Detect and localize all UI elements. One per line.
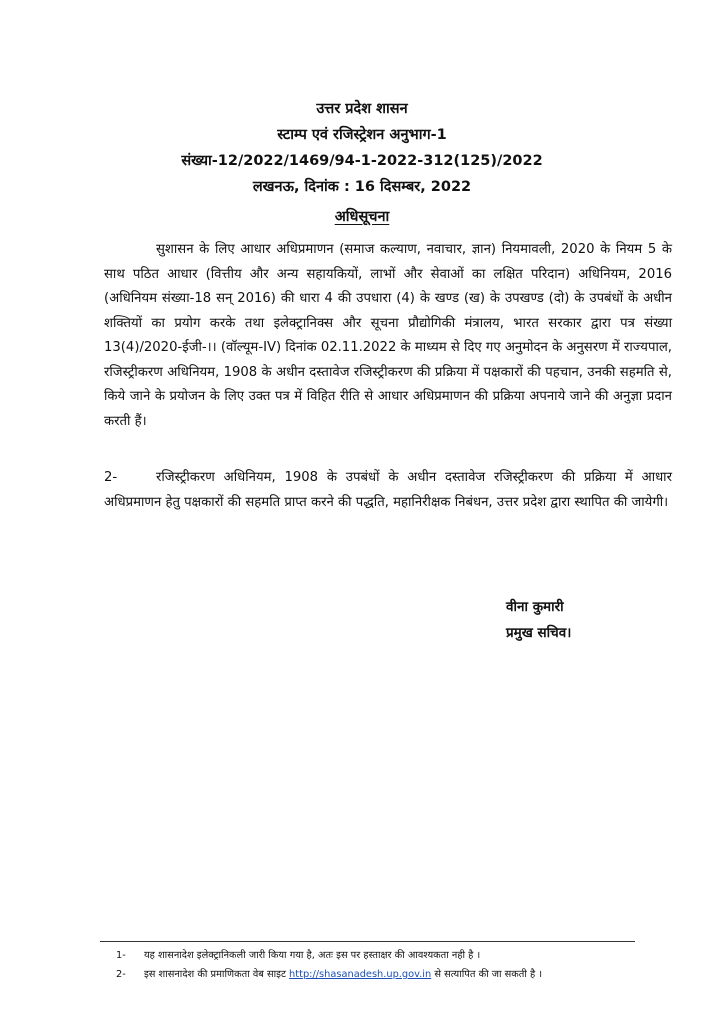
- footnote-1: [116, 946, 676, 965]
- paragraph-2-number: 2-: [104, 470, 118, 485]
- reference-number: संख्या-12/2022/1469/94-1-2022-312(125)/2022: [181, 153, 543, 169]
- paragraph-2-text: रजिस्ट्रीकरण अधिनियम, 1908 के उपबंधों के अधीन दस्तावेज रजिस्ट्रीकरण की प्रक्रिया में आधार अधिप्रमाणन हेतु पक्षकारों की सहमति प्राप्त करने की पद्धति, महानिरीक्षक निबंधन, उत्तर प्रदेश द्वारा स्थापित की जायेगी।: [104, 470, 672, 510]
- government-name: उत्तर प्रदेश शासन: [316, 101, 408, 117]
- footnote-text-end: से सत्यापित की जा सकती है ।: [434, 969, 543, 980]
- paragraph-2: [104, 466, 672, 515]
- footnote-2: [116, 965, 676, 984]
- footnote-divider: [100, 941, 635, 942]
- footnote-number: 1-: [116, 950, 126, 961]
- notification-heading: [0, 204, 724, 230]
- footnote-text: यह शासनादेश इलेक्ट्रानिकली जारी किया गया है, अतः इस पर हस्ताक्षर की आवश्यकता नही है ।: [144, 950, 481, 961]
- paragraph-1: [104, 238, 672, 434]
- place-and-date: लखनऊ, दिनांक : 16 दिसम्बर, 2022: [252, 179, 472, 195]
- paragraph-1-text: सुशासन के लिए आधार अधिप्रमाणन (समाज कल्याण, नवाचार, ज्ञान) नियमावली, 2020 के नियम 5 के साथ पठित आधार (वित्तीय और अन्य सहायकियों, लाभों और सेवाओं का लक्षित परिदान) अधिनियम, 2016 (अधिनियम संख्या-18 सन् 2016) की धारा 4 की उपधारा (4) के खण्ड (ख) के उपखण्ड (दो) के उपबंधों के अधीन शक्तियों का प्रयोग करके तथा इलेक्ट्रानिक्स और सूचना प्रौद्योगिकी मंत्रालय, भारत सरकार द्वारा पत्र संख्या 13(4)/2020-ईजी-।। (वॉल्यूम-IV) दिनांक 02.11.2022 के माध्यम से दिए गए अनुमोदन के अनुसरण में राज्यपाल, रजिस्ट्रीकरण अधिनियम, 1908 के अधीन दस्तावेज रजिस्ट्रीकरण की प्रक्रिया में पक्षकारों की पहचान, उनकी सहमति से, किये जाने के प्रयोजन के लिए उक्त पत्र में विहित रीति से आधार अधिप्रमाणन की प्रक्रिया अपनाये जाने की अनुज्ञा प्रदान करती हैं।: [104, 242, 672, 429]
- signatory-name: वीना कुमारी: [506, 599, 564, 615]
- notification-heading-text: अधिसूचना: [334, 209, 390, 225]
- signatory-designation: प्रमुख सचिव।: [506, 625, 572, 641]
- footnote-text: इस शासनादेश की प्रमाणिकता वेब साइट: [144, 969, 286, 980]
- verification-website-link[interactable]: http://shasanadesh.up.gov.in: [289, 969, 432, 980]
- footnotes: [116, 946, 676, 984]
- footnote-number: 2-: [116, 969, 126, 980]
- document-header: [0, 96, 724, 200]
- department-name: स्टाम्प एवं रजिस्ट्रेशन अनुभाग-1: [277, 127, 447, 143]
- signature-block: [506, 594, 571, 646]
